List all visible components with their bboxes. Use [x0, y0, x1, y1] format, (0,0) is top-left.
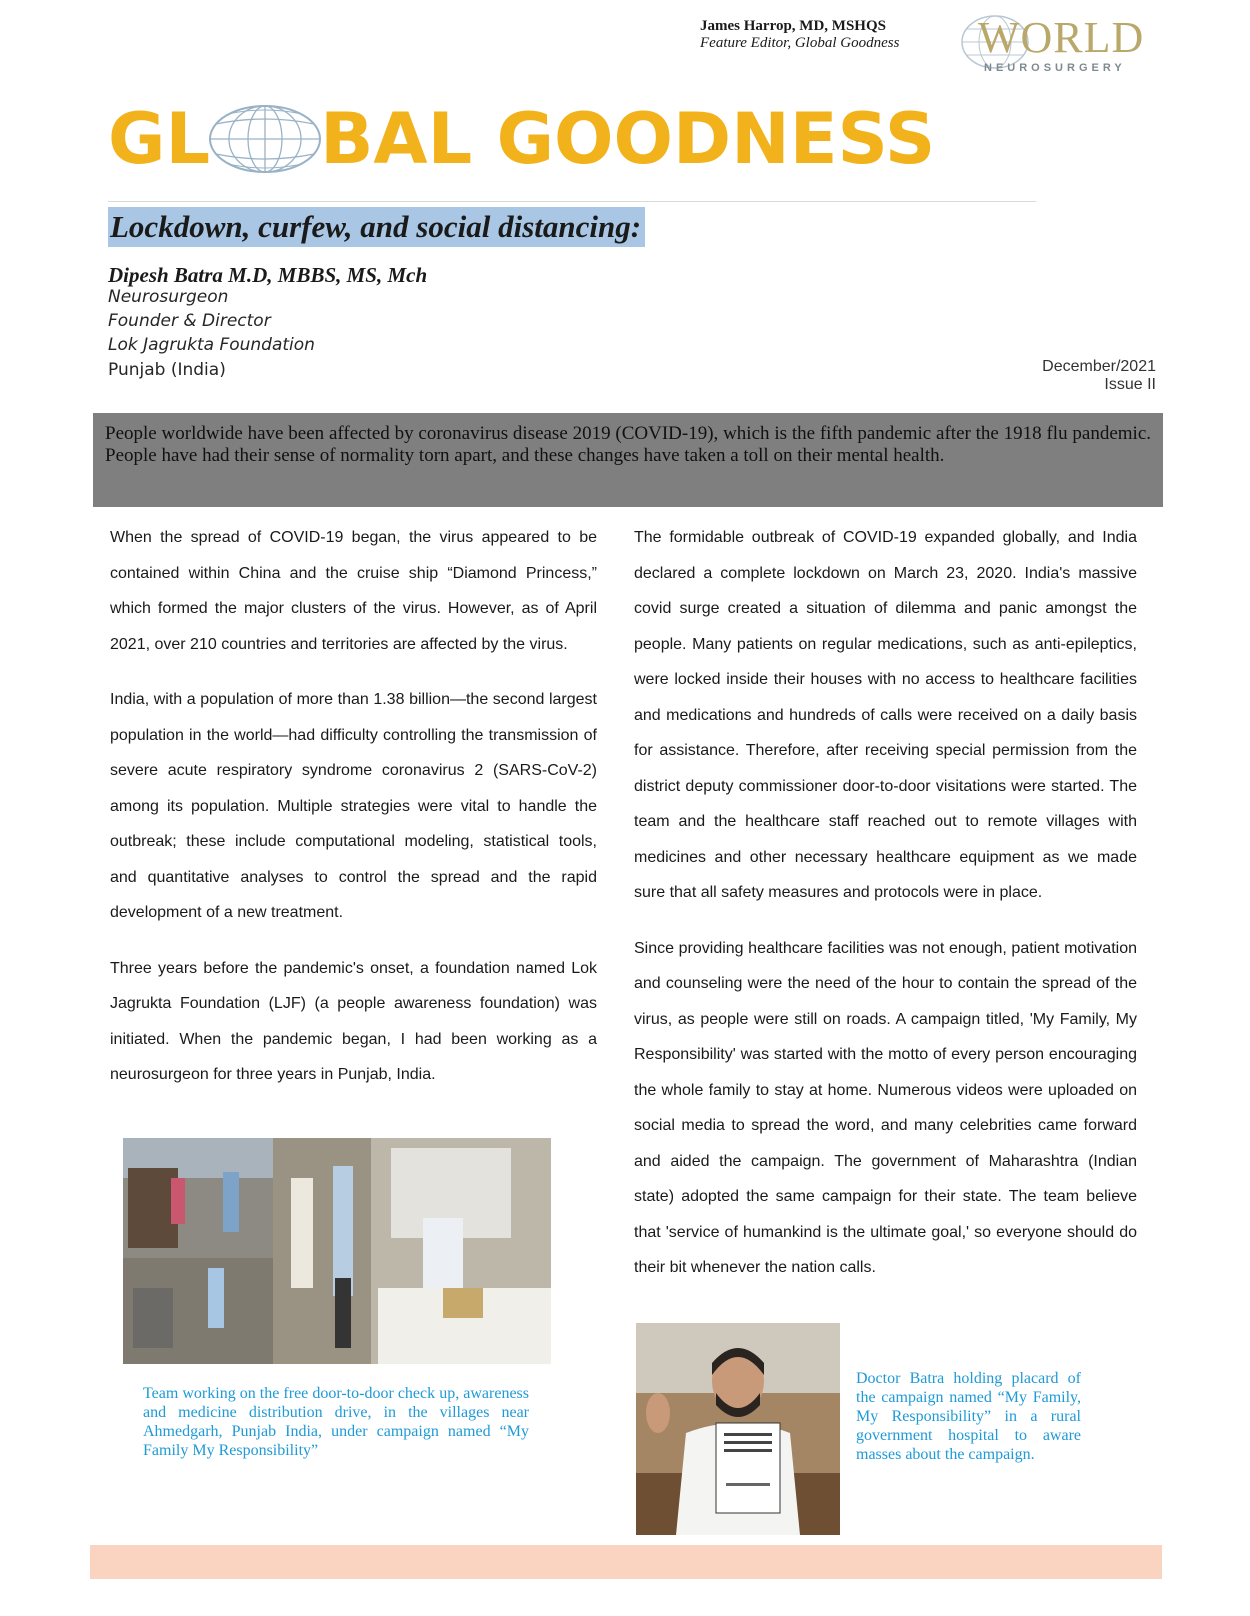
logo-word: WORLD — [978, 13, 1145, 62]
article-title: Lockdown, curfew, and social distancing: — [108, 207, 645, 247]
photo-caption-1: Team working on the free door-to-door check up, awareness and medicine distribution drive, in the villages near Ahmedgarh, Punjab India, under campaign named “My Family My Responsibility” — [143, 1385, 529, 1459]
editor-role: Feature Editor, Global Goodness — [700, 35, 900, 51]
paragraph: The formidable outbreak of COVID-19 expanded globally, and India declared a complete lockdown on March 23, 2020. India's massive covid surge created a situation of dilemma and panic amongst the people. Many patients on regular medications, such as anti-epileptics, were locked inside their houses with no access to healthcare facilities and medications and hundreds of calls were received on a daily basis for assistance. Therefore, after receiving special permission from the district deputy commissioner door-to-door visitations were started. The team and the healthcare staff reached out to remote villages with medicines and other necessary healthcare equipment as we made sure that all safety measures and protocols were in place. — [634, 529, 1137, 901]
paragraph: India, with a population of more than 1.38 billion—the second largest population in the world—had difficulty controlling the transmission of severe acute respiratory syndrome coronavirus 2 (SARS-CoV-2) among its population. Multiple strategies were vital to handle the outbreak; these include computational modeling, statistical tools, and quantitative analyses to control the spread and the rapid development of a new treatment. — [110, 691, 597, 921]
team-photo-collage — [123, 1138, 551, 1364]
author-position: Founder & Director — [108, 311, 271, 331]
world-neurosurgery-logo — [960, 14, 1160, 74]
header-divider — [108, 201, 1036, 202]
masthead-left: GL — [108, 98, 211, 180]
issue-info — [1042, 358, 1156, 394]
author-name: Dipesh Batra M.D, MBBS, MS, Mch — [108, 263, 428, 287]
logo-subtitle: NEUROSURGERY — [984, 62, 1126, 74]
doctor-photo — [636, 1323, 840, 1535]
editor-credit — [700, 18, 899, 52]
author-organization: Lok Jagrukta Foundation — [108, 335, 315, 355]
editor-name: James Harrop, MD, MSHQS — [700, 18, 886, 34]
abstract-box — [93, 413, 1163, 507]
paragraph: Since providing healthcare facilities was not enough, patient motivation and counseling were the need of the hour to contain the spread of the virus, as people were still on roads. A campaign titled, 'My Family, My Responsibility' was started with the motto of every person encouraging the whole family to stay at home. Numerous videos were uploaded on social media to spread the word, and many celebrities came forward and aided the campaign. The government of Maharashtra (Indian state) adopted the same campaign for their state. The team believe that 'service of humankind is the ultimate goal,' so everyone should do their bit whenever the nation calls. — [634, 939, 1137, 1276]
right-column — [634, 520, 1137, 1306]
issue-number: Issue II — [1104, 376, 1156, 393]
author-role: Neurosurgeon — [108, 287, 229, 307]
paragraph: When the spread of COVID-19 began, the virus appeared to be contained within China and the cruise ship “Diamond Princess,” which formed the major clusters of the virus. However, as of April 2021, over 210 countries and territories are affected by the virus. — [110, 529, 597, 653]
masthead-right: BAL GOODNESS — [320, 98, 936, 180]
masthead-title — [108, 98, 935, 180]
globe-icon — [206, 102, 324, 174]
photo-caption-2: Doctor Batra holding placard of the campaign named “My Family, My Responsibility” in a rural government hospital to aware masses about the campaign. — [856, 1370, 1081, 1463]
footer-band — [90, 1545, 1162, 1579]
issue-date: December/2021 — [1042, 358, 1156, 375]
paragraph: Three years before the pandemic's onset, a foundation named Lok Jagrukta Foundation (LJF) (a people awareness foundation) was initiated. When the pandemic began, I had been working as a neurosurgeon for three years in Punjab, India. — [110, 959, 597, 1083]
left-column — [110, 520, 597, 1113]
abstract-text: People worldwide have been affected by coronavirus disease 2019 (COVID-19), which is the fifth pandemic after the 1918 flu pandemic. People have had their sense of normality torn apart, and these changes have taken a toll on their mental health. — [105, 423, 1151, 466]
author-location: Punjab (India) — [108, 360, 226, 380]
